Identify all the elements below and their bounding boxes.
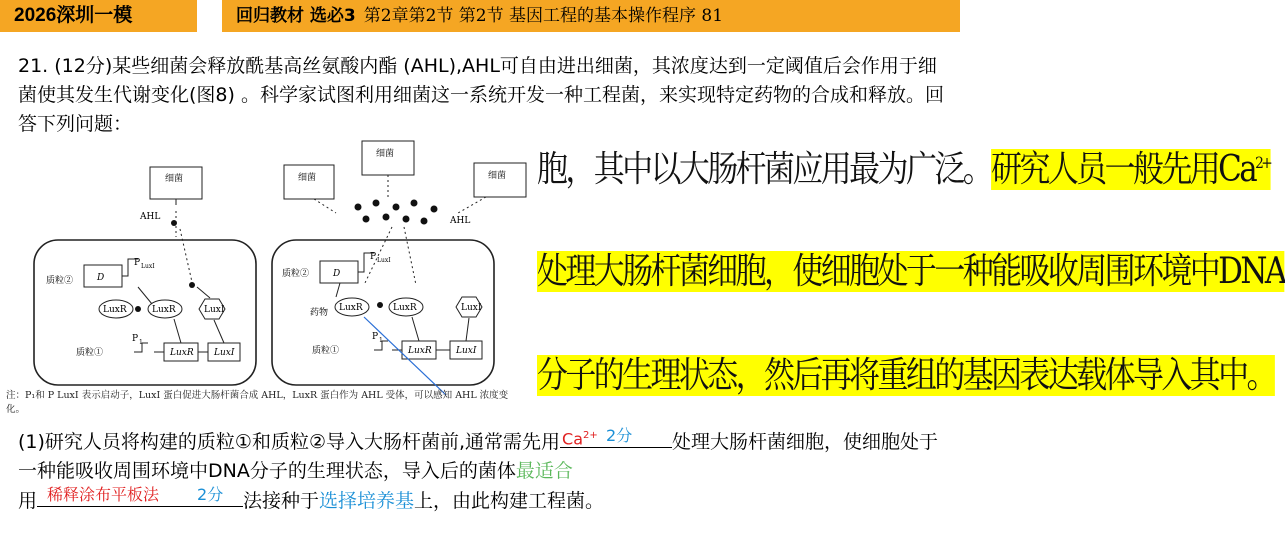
- right-plasmid1-label: 质粒①: [312, 346, 340, 356]
- figure-note: 注：P₁和 P LuxI 表示启动子，LuxI 蛋白促进大肠杆菌合成 AHL，LuxR 蛋白作为 AHL 受体，可以感知 AHL 浓度变化。: [6, 390, 509, 415]
- textbook-line-2: 处理大肠杆菌细胞，使细胞处于一种能吸收周围环境中DNA: [537, 251, 1285, 292]
- q1-part2: 处理大肠杆菌细胞，使细胞处于一种能吸收周围环境中DNA分子的生理状态，导入后的菌体: [18, 431, 939, 482]
- right-bacteria-label-2: 细菌: [376, 149, 395, 159]
- left-pluxi-label: P: [134, 258, 141, 268]
- left-d-label: D: [97, 273, 105, 283]
- right-luxi-protein: LuxI: [461, 303, 482, 313]
- left-luxi-gene: LuxI: [214, 348, 235, 358]
- answer-1: $Ca^{2+}$: [562, 429, 598, 449]
- textbook-line-3: 分子的生理状态，然后再将重组的基因表达载体导入其中。: [537, 355, 1275, 396]
- left-pluxi-sub: LuxI: [141, 263, 155, 270]
- right-bacteria-label-1: 细菌: [298, 173, 317, 183]
- left-plasmid1-label: 质粒①: [76, 348, 104, 358]
- right-drug-label: 药物: [310, 308, 329, 318]
- right-bacteria-label-3: 细菌: [488, 171, 507, 181]
- header-left-title: 2026深圳一模: [0, 0, 197, 32]
- subquestion-1: [18, 427, 948, 516]
- textbook-line-1b: 研究人员一般先用$Ca^{2+}$: [991, 149, 1271, 190]
- right-pluxi-label: P: [370, 252, 377, 262]
- right-p1-sub: 1: [379, 337, 383, 344]
- header-chapter: 回归教材 选必3: [236, 6, 356, 26]
- left-luxr-gene: LuxR: [170, 348, 194, 358]
- right-plasmid2-label: 质粒②: [282, 269, 310, 279]
- answer-1-score: 2分: [606, 426, 633, 445]
- q1-part5: 上，由此构建工程菌。: [414, 490, 605, 512]
- right-p1-label: P: [372, 332, 379, 342]
- right-luxr-protein: LuxR: [393, 303, 417, 313]
- figure-diagram: [14, 137, 534, 417]
- right-luxr-dimer: LuxR: [339, 303, 363, 313]
- left-ahl-label: AHL: [140, 212, 161, 222]
- answer-2-score: 2分: [197, 485, 224, 504]
- q1-part4: 法接种于: [243, 490, 320, 512]
- left-p1-sub: 1: [139, 339, 143, 346]
- header-section: 第2章第2节 第2节 基因工程的基本操作程序 81: [363, 6, 724, 26]
- left-luxi-protein: LuxI: [204, 305, 225, 315]
- left-p1-label: P: [132, 334, 139, 344]
- answer-2: 稀释涂布平板法: [47, 485, 160, 504]
- textbook-excerpt: [533, 137, 1285, 417]
- q1-part1: (1)研究人员将构建的质粒①和质粒②导入大肠杆菌前,通常需先用: [18, 431, 561, 453]
- q1-highlight-cyan: 选择培养基: [319, 490, 415, 512]
- left-bacteria-label: 细菌: [165, 174, 184, 184]
- right-pluxi-sub: LuxI: [377, 257, 391, 264]
- q1-highlight-green: 最适合: [515, 460, 573, 482]
- question-stem: 21. (12分)某些细菌会释放酰基高丝氨酸内酯 (AHL),AHL可自由进出细菌，其浓度达到一定阈值后会作用于细菌使其发生代谢变化(图8) 。科学家试图利用细菌这一系统开发一种工程菌，来实现特定药物的合成和释放。回答下列问题：: [18, 55, 944, 135]
- left-luxr-dimer: LuxR: [103, 305, 127, 315]
- blue-annotation-line: [364, 317, 446, 395]
- right-ahl-label: AHL: [450, 216, 471, 226]
- right-luxr-gene: LuxR: [408, 346, 432, 356]
- right-d-label: D: [333, 269, 341, 279]
- textbook-line-1: [537, 141, 1270, 192]
- right-luxi-gene: LuxI: [456, 346, 477, 356]
- q1-part3: 用: [18, 490, 38, 512]
- left-luxr-protein: LuxR: [152, 305, 176, 315]
- header-right-title: [222, 0, 960, 32]
- textbook-line-1a: 胞，其中以大肠杆菌应用最为广泛。: [537, 149, 992, 190]
- left-plasmid2-label: 质粒②: [46, 276, 74, 286]
- answer-blank-2: [37, 486, 243, 507]
- left-ahl-dot: [171, 220, 177, 226]
- answer-blank-1: [560, 427, 672, 448]
- right-ahl-cluster: [355, 200, 438, 225]
